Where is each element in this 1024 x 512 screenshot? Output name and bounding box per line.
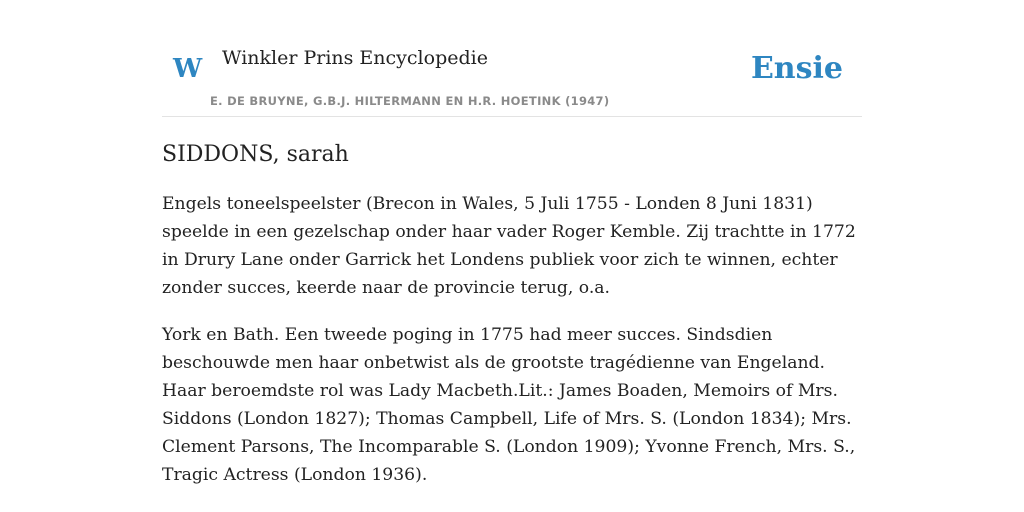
article [162,138,862,508]
article-paragraph-1: Engels toneelspeelster (Brecon in Wales, 5 Juli 1755 - Londen 8 Juni 1831) speelde in een gezelschap onder haar vader Roger Kemble. Zij trachtte in 1772 in Drury Lane onder Garrick het Londens publiek voor zich te winnen, echter zonder succes, keerde naar de provincie terug, o.a. [162,194,856,298]
ensie-logo-link[interactable]: Ensie [750,51,843,86]
header [162,0,862,117]
authors-line: E. DE BRUYNE, G.B.J. HILTERMANN EN H.R. HOETINK (1947) [210,94,610,108]
winkler-prins-logo-icon[interactable]: W [173,54,203,84]
article-paragraph-2: York en Bath. Een tweede poging in 1775 had meer succes. Sindsdien beschouwde men haar onbetwist als de grootste tragédienne van Engeland. Haar beroemdste rol was Lady Macbeth.Lit.: James Boaden, Memoirs of Mrs. Siddons (London 1827); Thomas Campbell, Life of Mrs. S. (London 1834); Mrs. Clement Parsons, The Incomparable S. (London 1909); Yvonne French, Mrs. S., Tragic Actress (London 1936). [162,325,856,485]
article-title: SIDDONS, sarah [162,142,349,167]
site-title-link[interactable]: Winkler Prins Encyclopedie [222,47,488,69]
